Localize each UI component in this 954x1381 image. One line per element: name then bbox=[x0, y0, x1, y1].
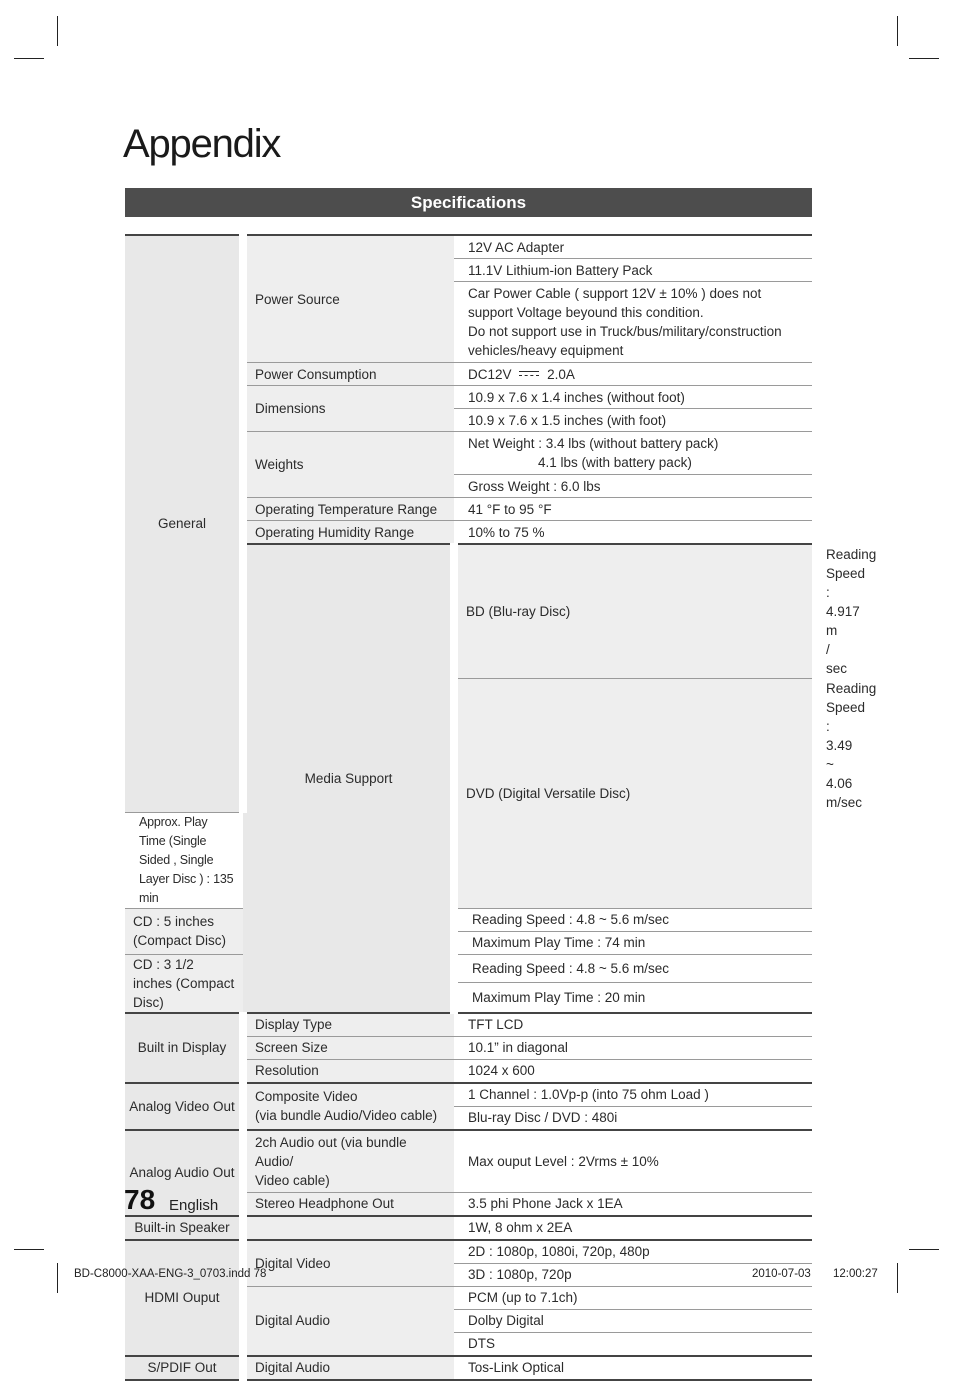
category-hdmi-output: HDMI Ouput bbox=[125, 1240, 243, 1356]
footer-time: 12:00:27 bbox=[833, 1268, 878, 1280]
spec-2ch-audio bbox=[243, 1130, 454, 1193]
table-row bbox=[125, 1240, 812, 1264]
spec-value: Tos-Link Optical bbox=[454, 1356, 812, 1380]
spec-value bbox=[454, 282, 812, 363]
crop-mark bbox=[897, 16, 898, 46]
spec-value: 10.9 x 7.6 x 1.5 inches (with foot) bbox=[454, 409, 812, 432]
crop-mark bbox=[897, 1263, 898, 1293]
spec-value: 3D : 1080p, 720p bbox=[454, 1263, 812, 1286]
spec-value-text: 2.0A bbox=[547, 366, 575, 382]
spec-value: Gross Weight : 6.0 lbs bbox=[454, 475, 812, 498]
category-analog-video-out: Analog Video Out bbox=[125, 1083, 243, 1130]
spec-value: 3.5 phi Phone Jack x 1EA bbox=[454, 1192, 812, 1216]
dc-symbol-icon bbox=[519, 371, 539, 378]
spec-dimensions: Dimensions bbox=[243, 386, 454, 432]
spec-value-text: DC12V bbox=[468, 366, 512, 382]
spec-label-line: Composite Video bbox=[255, 1089, 358, 1104]
spec-dvd: DVD (Digital Versatile Disc) bbox=[454, 679, 812, 909]
crop-mark bbox=[909, 58, 939, 59]
spec-bd: BD (Blu-ray Disc) bbox=[454, 544, 812, 679]
category-spdif-out: S/PDIF Out bbox=[125, 1356, 243, 1380]
spec-digital-audio: Digital Audio bbox=[243, 1286, 454, 1356]
spec-value-text: 4.1 lbs (with battery pack) bbox=[538, 455, 692, 470]
page-title: Appendix bbox=[123, 122, 281, 166]
spec-value: 12V AC Adapter bbox=[454, 235, 812, 259]
table-row bbox=[125, 1083, 812, 1107]
spec-value: 2D : 1080p, 1080i, 720p, 480p bbox=[454, 1240, 812, 1264]
spec-value: 10.1” in diagonal bbox=[454, 1036, 812, 1059]
spec-label-line: 2ch Audio out (via bundle Audio/ bbox=[255, 1134, 407, 1169]
crop-mark bbox=[57, 1263, 58, 1293]
table-row bbox=[125, 1356, 812, 1380]
spec-power-consumption: Power Consumption bbox=[243, 363, 454, 386]
spec-value: 41 °F to 95 °F bbox=[454, 498, 812, 521]
spec-cd-5: CD : 5 inches (Compact Disc) bbox=[125, 908, 243, 954]
spec-value: Reading Speed : 4.8 ~ 5.6 m/sec bbox=[454, 954, 812, 983]
spec-value bbox=[454, 363, 812, 386]
spec-value: Dolby Digital bbox=[454, 1309, 812, 1332]
category-built-in-display: Built in Display bbox=[125, 1013, 243, 1083]
spec-label-line: (via bundle Audio/Video cable) bbox=[255, 1108, 438, 1123]
spec-value-line: Car Power Cable ( support 12V ± 10% ) does not support Voltage beyound this condition. bbox=[468, 286, 762, 320]
spec-composite-video bbox=[243, 1083, 454, 1130]
spec-headphone: Stereo Headphone Out bbox=[243, 1192, 454, 1216]
spec-value: Approx. Play Time (Single Sided , Single Layer Disc ) : 135 min bbox=[125, 812, 243, 908]
spec-value: TFT LCD bbox=[454, 1013, 812, 1037]
spec-value: Blu-ray Disc / DVD : 480i bbox=[454, 1106, 812, 1130]
spec-spdif-digital-audio: Digital Audio bbox=[243, 1356, 454, 1380]
spec-value-line: Net Weight : 3.4 lbs (without battery pack) bbox=[468, 436, 719, 451]
section-header bbox=[125, 188, 812, 217]
table-row: Media Support BD (Blu-ray Disc) Reading Speed : 4.917 m / sec bbox=[125, 544, 812, 679]
category-media-support: Media Support bbox=[243, 544, 454, 1013]
crop-mark bbox=[14, 1249, 44, 1250]
table-row: DVD (Digital Versatile Disc) Reading Speed : 3.49 ~ 4.06 m/sec bbox=[125, 679, 812, 813]
spec-value: 11.1V Lithium-ion Battery Pack bbox=[454, 259, 812, 282]
spec-display-type: Display Type bbox=[243, 1013, 454, 1037]
spec-value: 10% to 75 % bbox=[454, 521, 812, 545]
spec-cd-3-5: CD : 3 1/2 inches (Compact Disc) bbox=[125, 954, 243, 1013]
spec-value bbox=[454, 432, 812, 475]
spec-value: Max ouput Level : 2Vrms ± 10% bbox=[454, 1130, 812, 1193]
spec-value: 10.9 x 7.6 x 1.4 inches (without foot) bbox=[454, 386, 812, 409]
spec-value: Reading Speed : 4.8 ~ 5.6 m/sec bbox=[454, 908, 812, 931]
table-row bbox=[125, 1013, 812, 1037]
spec-value: 1024 x 600 bbox=[454, 1059, 812, 1083]
section-title: Specifications bbox=[410, 192, 527, 212]
table-row bbox=[125, 235, 812, 259]
spec-value: PCM (up to 7.1ch) bbox=[454, 1286, 812, 1309]
category-general: General bbox=[125, 235, 243, 812]
spec-value: DTS bbox=[454, 1332, 812, 1356]
crop-mark bbox=[909, 1249, 939, 1250]
page-language: English bbox=[169, 1197, 219, 1214]
footer-date: 2010-07-03 bbox=[752, 1268, 811, 1280]
crop-mark bbox=[57, 16, 58, 46]
spec-value: 1 Channel : 1.0Vp-p (into 75 ohm Load ) bbox=[454, 1083, 812, 1107]
table-row bbox=[125, 1216, 812, 1240]
category-analog-audio-out: Analog Audio Out bbox=[125, 1130, 243, 1216]
crop-mark bbox=[14, 58, 44, 59]
spec-label-line: Video cable) bbox=[255, 1172, 330, 1188]
spec-weights: Weights bbox=[243, 432, 454, 498]
spec-value: Maximum Play Time : 20 min bbox=[454, 983, 812, 1013]
spec-speaker-empty bbox=[243, 1216, 454, 1240]
spec-temperature: Operating Temperature Range bbox=[243, 498, 454, 521]
spec-resolution: Resolution bbox=[243, 1059, 454, 1083]
table-row bbox=[125, 908, 812, 931]
spec-value: Maximum Play Time : 74 min bbox=[454, 931, 812, 954]
page-number: 78 bbox=[124, 1184, 156, 1215]
spec-value-line bbox=[468, 453, 804, 472]
spec-screen-size: Screen Size bbox=[243, 1036, 454, 1059]
footer-file: BD-C8000-XAA-ENG-3_0703.indd 78 bbox=[74, 1268, 267, 1280]
category-built-in-speaker: Built-in Speaker bbox=[125, 1216, 243, 1240]
spec-power-source: Power Source bbox=[243, 235, 454, 363]
table-row bbox=[125, 954, 812, 983]
spec-value-line: Do not support use in Truck/bus/military/construction vehicles/heavy equipment bbox=[468, 324, 782, 358]
spec-digital-video: Digital Video bbox=[243, 1240, 454, 1287]
spec-humidity: Operating Humidity Range bbox=[243, 521, 454, 545]
table-row bbox=[125, 1130, 812, 1193]
spec-value: 1W, 8 ohm x 2EA bbox=[454, 1216, 812, 1240]
